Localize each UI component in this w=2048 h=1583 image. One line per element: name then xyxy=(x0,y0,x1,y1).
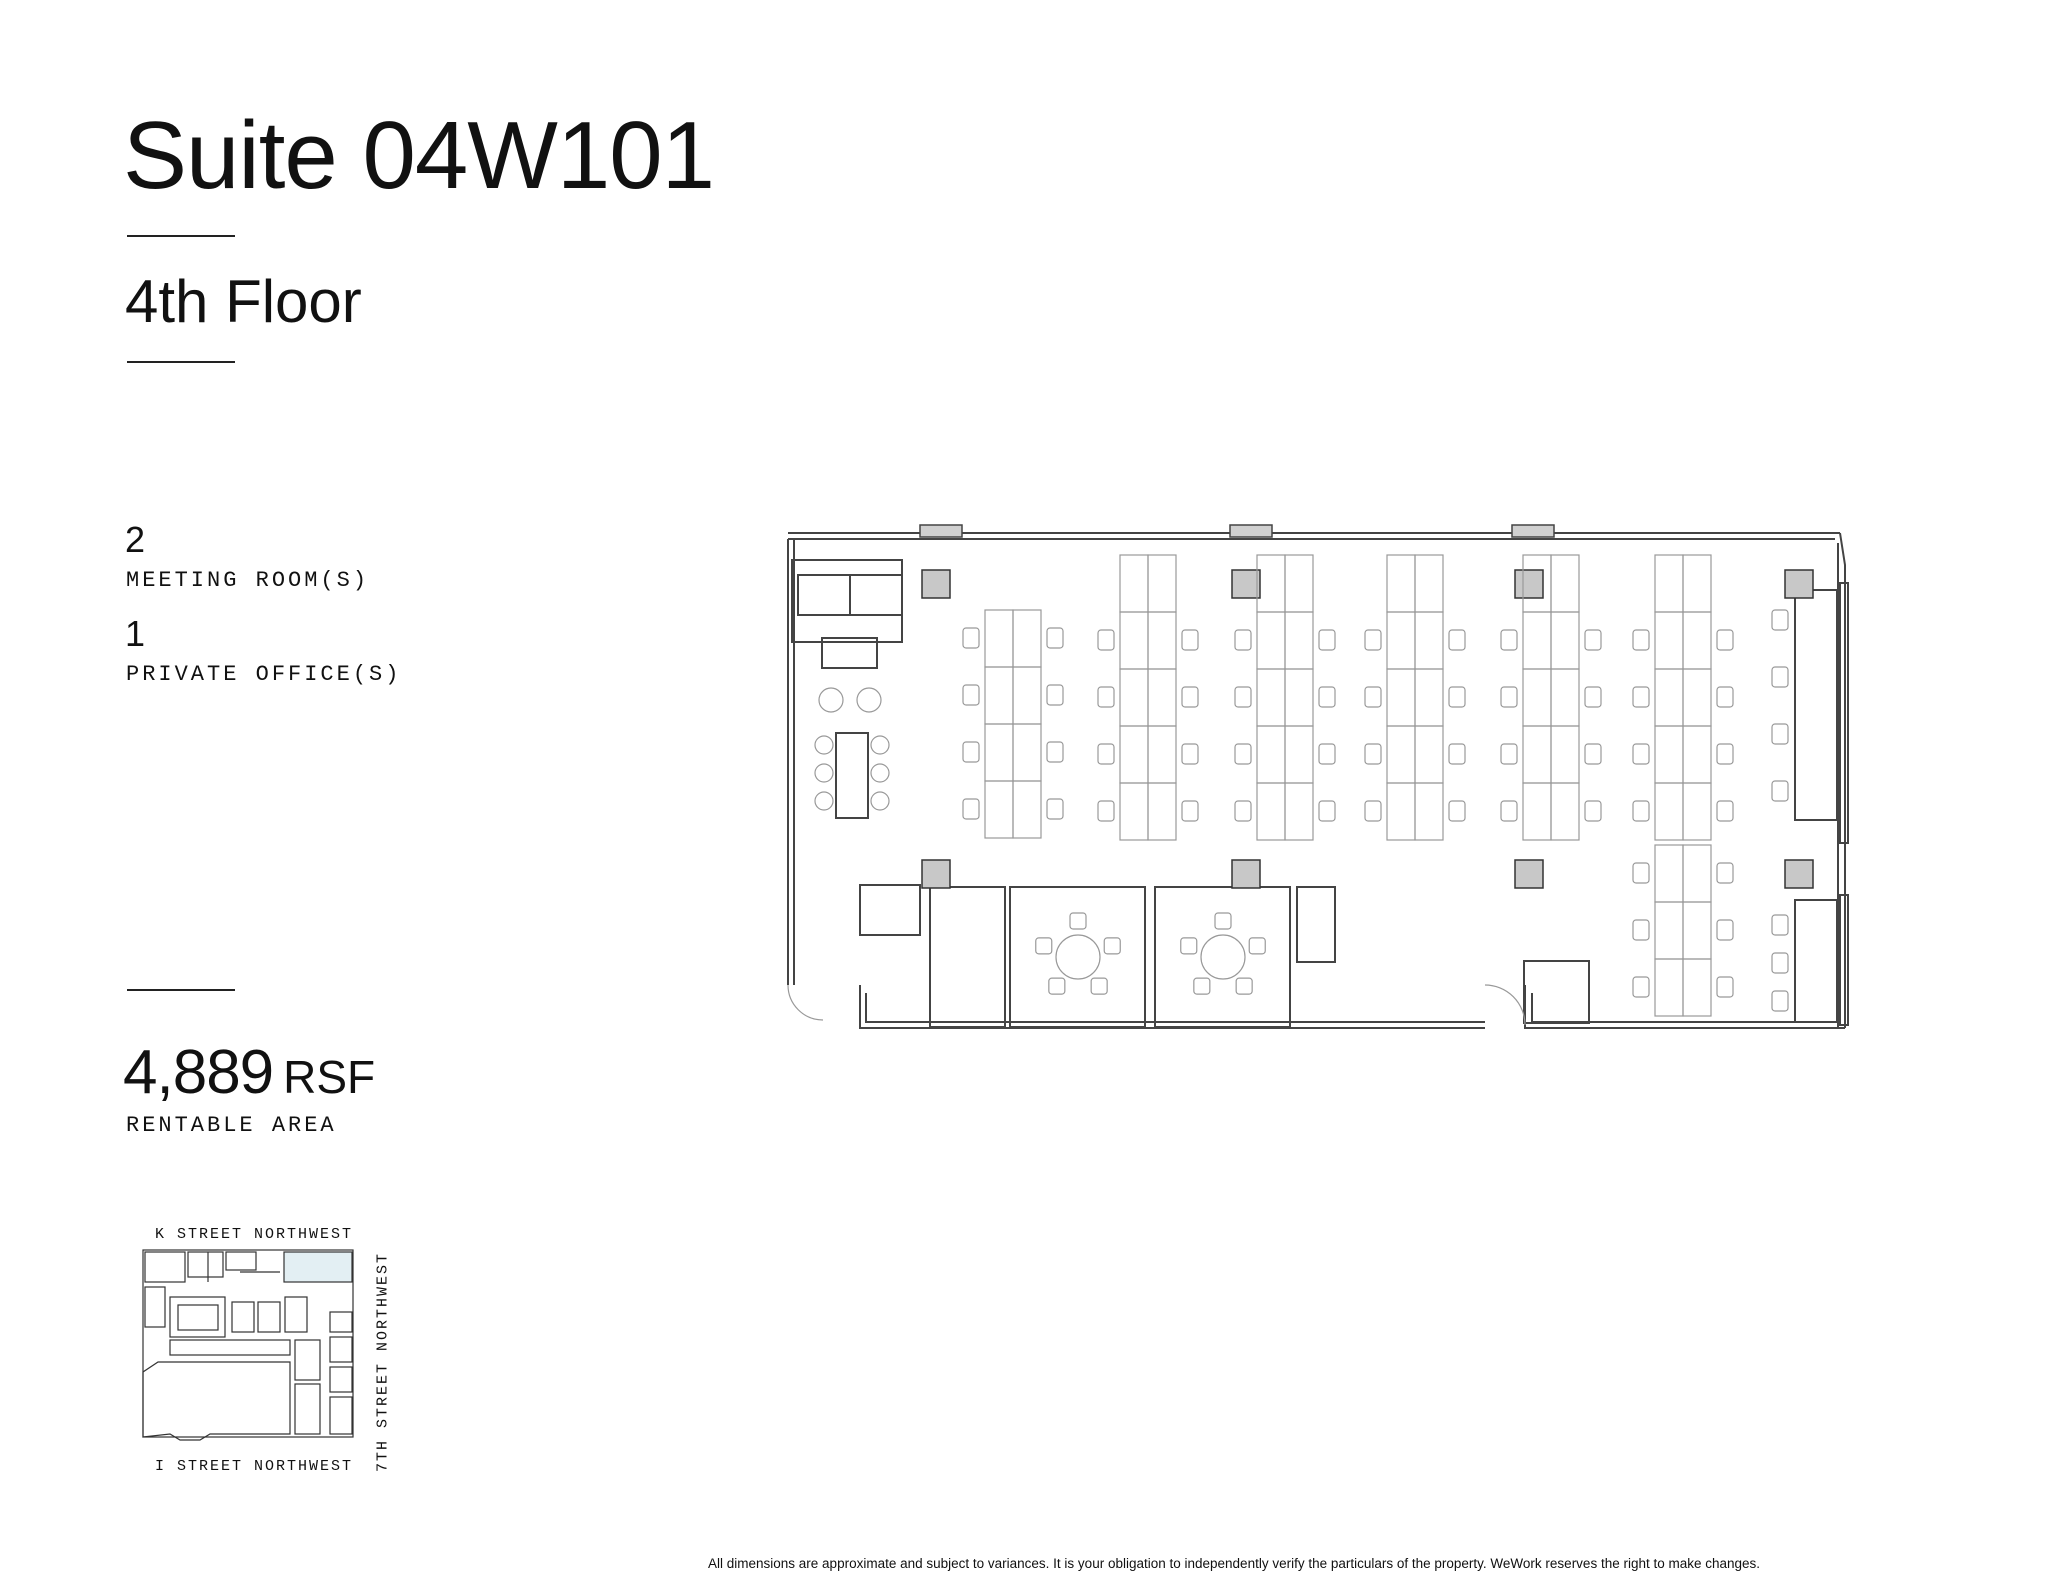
divider xyxy=(127,989,235,991)
chair xyxy=(1104,938,1120,954)
storage xyxy=(860,885,920,935)
desk xyxy=(1655,902,1683,959)
chair xyxy=(1717,744,1733,764)
dining-table xyxy=(836,733,868,818)
chair xyxy=(1098,744,1114,764)
chair xyxy=(1036,938,1052,954)
chair xyxy=(1319,744,1335,764)
key-plan xyxy=(140,1212,410,1482)
chair xyxy=(1319,801,1335,821)
chair xyxy=(1049,978,1065,994)
desk xyxy=(1551,726,1579,783)
chair xyxy=(1717,630,1733,650)
chair xyxy=(1319,630,1335,650)
desk xyxy=(985,781,1013,838)
round-table xyxy=(1056,935,1100,979)
suite-highlight xyxy=(284,1252,352,1282)
chair xyxy=(1633,687,1649,707)
chair xyxy=(1235,687,1251,707)
chair xyxy=(1098,630,1114,650)
column xyxy=(1515,860,1543,888)
meeting-room-label: MEETING ROOM(S) xyxy=(126,568,370,593)
block xyxy=(295,1340,320,1380)
chair xyxy=(1449,801,1465,821)
desk xyxy=(1285,555,1313,612)
closet xyxy=(1297,887,1335,962)
chair xyxy=(1182,630,1198,650)
chair xyxy=(1194,978,1210,994)
chair xyxy=(1319,687,1335,707)
chair xyxy=(1501,744,1517,764)
desk xyxy=(1655,669,1683,726)
desk xyxy=(1415,555,1443,612)
desk xyxy=(1257,783,1285,840)
desk xyxy=(1120,726,1148,783)
chair xyxy=(1070,913,1086,929)
desk xyxy=(1415,612,1443,669)
desk xyxy=(1683,959,1711,1016)
desk xyxy=(1148,726,1176,783)
chair xyxy=(1235,744,1251,764)
desk xyxy=(985,724,1013,781)
desk xyxy=(1683,555,1711,612)
suite-title: Suite 04W101 xyxy=(123,102,715,209)
chair xyxy=(1047,685,1063,705)
chair xyxy=(1633,630,1649,650)
block xyxy=(330,1337,352,1362)
desk xyxy=(1257,726,1285,783)
chair xyxy=(1585,630,1601,650)
chair xyxy=(1772,667,1788,687)
meeting-room-count: 2 xyxy=(125,519,146,560)
lower-block xyxy=(143,1362,290,1440)
desk xyxy=(1655,612,1683,669)
meeting-room-2 xyxy=(1155,887,1290,1027)
chair xyxy=(1717,687,1733,707)
column xyxy=(922,860,950,888)
chair xyxy=(1449,744,1465,764)
window xyxy=(920,525,962,537)
chair xyxy=(1772,724,1788,744)
east-storage-south xyxy=(1795,900,1837,1022)
block xyxy=(295,1384,320,1434)
chair xyxy=(1633,863,1649,883)
rentable-area-value xyxy=(123,1038,376,1107)
chair xyxy=(1235,630,1251,650)
chair xyxy=(1633,920,1649,940)
divider xyxy=(127,361,235,363)
desk xyxy=(1387,555,1415,612)
desk xyxy=(1148,783,1176,840)
desk xyxy=(1683,612,1711,669)
desk xyxy=(1387,612,1415,669)
block xyxy=(188,1252,223,1277)
disclaimer: All dimensions are approximate and subject to variances. It is your obligation to independently verify the particulars of the property. WeWork reserves the right to make changes. xyxy=(708,1556,1761,1571)
chair xyxy=(963,799,979,819)
chair xyxy=(1772,781,1788,801)
private-office xyxy=(930,887,1005,1027)
desk xyxy=(1257,555,1285,612)
lounge-chair xyxy=(857,688,881,712)
south-wall-inner xyxy=(866,993,1485,1022)
block xyxy=(145,1287,165,1327)
chair xyxy=(1365,687,1381,707)
desk xyxy=(985,610,1013,667)
desk xyxy=(1387,783,1415,840)
floor-title: 4th Floor xyxy=(125,268,362,335)
chair xyxy=(1091,978,1107,994)
chair xyxy=(1235,801,1251,821)
chair xyxy=(1772,610,1788,630)
desk xyxy=(985,667,1013,724)
chair xyxy=(963,742,979,762)
chair xyxy=(1633,977,1649,997)
chair xyxy=(1501,687,1517,707)
desk xyxy=(1655,959,1683,1016)
chair xyxy=(1449,630,1465,650)
chair xyxy=(1501,801,1517,821)
chair xyxy=(1098,801,1114,821)
desk xyxy=(1285,669,1313,726)
desk xyxy=(1683,783,1711,840)
chair xyxy=(871,736,889,754)
desk xyxy=(1415,669,1443,726)
chair xyxy=(1365,801,1381,821)
private-office-count: 1 xyxy=(125,613,146,654)
desk xyxy=(1148,555,1176,612)
desk xyxy=(1683,669,1711,726)
desk xyxy=(1655,845,1683,902)
column xyxy=(1785,570,1813,598)
core-inner xyxy=(178,1305,218,1330)
chair xyxy=(963,628,979,648)
desk xyxy=(1120,783,1148,840)
chair xyxy=(1633,744,1649,764)
desk xyxy=(1551,669,1579,726)
block xyxy=(330,1397,352,1434)
desk xyxy=(1285,726,1313,783)
column xyxy=(1232,860,1260,888)
desk xyxy=(1655,726,1683,783)
area-unit: RSF xyxy=(283,1051,376,1103)
block xyxy=(285,1297,307,1332)
desk xyxy=(1013,610,1041,667)
chair xyxy=(1365,630,1381,650)
desk xyxy=(1285,783,1313,840)
column xyxy=(1232,570,1260,598)
chair xyxy=(1585,744,1601,764)
door-swing xyxy=(788,985,823,1020)
desk xyxy=(1415,783,1443,840)
chair xyxy=(1717,977,1733,997)
block xyxy=(330,1367,352,1392)
chair xyxy=(1098,687,1114,707)
desk xyxy=(1683,902,1711,959)
chair xyxy=(1585,687,1601,707)
chair xyxy=(815,764,833,782)
desk xyxy=(1387,726,1415,783)
desk xyxy=(1120,555,1148,612)
chair xyxy=(1717,801,1733,821)
south-wall-east-inner xyxy=(1532,993,1838,1022)
desk xyxy=(1523,783,1551,840)
desk xyxy=(1387,669,1415,726)
chair xyxy=(1047,742,1063,762)
chair xyxy=(1772,953,1788,973)
block xyxy=(226,1252,256,1270)
chair xyxy=(1501,630,1517,650)
desk xyxy=(1551,555,1579,612)
block xyxy=(145,1252,185,1282)
block xyxy=(258,1302,280,1332)
desk xyxy=(1148,669,1176,726)
desk xyxy=(1655,783,1683,840)
chair xyxy=(1047,628,1063,648)
chair xyxy=(871,764,889,782)
chair xyxy=(1182,801,1198,821)
column xyxy=(1785,860,1813,888)
chair xyxy=(1633,801,1649,821)
east-storage xyxy=(1795,590,1837,820)
desk xyxy=(1013,667,1041,724)
desk xyxy=(1683,845,1711,902)
chair xyxy=(1215,913,1231,929)
private-office-label: PRIVATE OFFICE(S) xyxy=(126,662,402,687)
chair xyxy=(1772,991,1788,1011)
block xyxy=(232,1302,254,1332)
phone-booth xyxy=(1524,961,1589,1023)
desk xyxy=(1013,781,1041,838)
chair xyxy=(1717,863,1733,883)
desk xyxy=(1148,612,1176,669)
chair xyxy=(815,736,833,754)
desk xyxy=(1683,726,1711,783)
desk xyxy=(1257,669,1285,726)
round-table xyxy=(1201,935,1245,979)
desk xyxy=(1655,555,1683,612)
chair xyxy=(1236,978,1252,994)
lounge-chair xyxy=(819,688,843,712)
chair xyxy=(1585,801,1601,821)
desk xyxy=(1551,783,1579,840)
rentable-area-label: RENTABLE AREA xyxy=(126,1113,337,1138)
column xyxy=(922,570,950,598)
chair xyxy=(1249,938,1265,954)
south-street-label: I STREET NORTHWEST xyxy=(155,1458,354,1475)
sofa xyxy=(850,575,902,615)
window xyxy=(1512,525,1554,537)
chair xyxy=(963,685,979,705)
chair xyxy=(1182,687,1198,707)
chair xyxy=(871,792,889,810)
desk xyxy=(1257,612,1285,669)
north-street-label: K STREET NORTHWEST xyxy=(155,1226,354,1243)
floor-plan xyxy=(780,515,1865,1040)
desk xyxy=(1120,612,1148,669)
chair xyxy=(1182,744,1198,764)
desk xyxy=(1523,669,1551,726)
desk xyxy=(1415,726,1443,783)
chair xyxy=(1365,744,1381,764)
desk xyxy=(1523,726,1551,783)
corridor xyxy=(170,1340,290,1355)
chair xyxy=(1047,799,1063,819)
column xyxy=(1515,570,1543,598)
chair xyxy=(1717,920,1733,940)
key-plan-map xyxy=(140,1212,410,1482)
door-swing xyxy=(1485,985,1525,1025)
desk xyxy=(1551,612,1579,669)
east-street-label: 7TH STREET NORTHWEST xyxy=(374,1251,392,1473)
window xyxy=(1230,525,1272,537)
chair xyxy=(815,792,833,810)
desk xyxy=(1013,724,1041,781)
desk xyxy=(1285,612,1313,669)
divider xyxy=(127,235,235,237)
meeting-room-1 xyxy=(1010,887,1145,1027)
sofa xyxy=(798,575,850,615)
chair xyxy=(1181,938,1197,954)
chair xyxy=(1449,687,1465,707)
chair xyxy=(1772,915,1788,935)
lounge-rug xyxy=(792,560,902,642)
area-number: 4,889 xyxy=(123,1038,274,1107)
floor-plan-drawing xyxy=(780,515,1865,1035)
desk xyxy=(1120,669,1148,726)
block xyxy=(330,1312,352,1332)
desk xyxy=(1523,612,1551,669)
